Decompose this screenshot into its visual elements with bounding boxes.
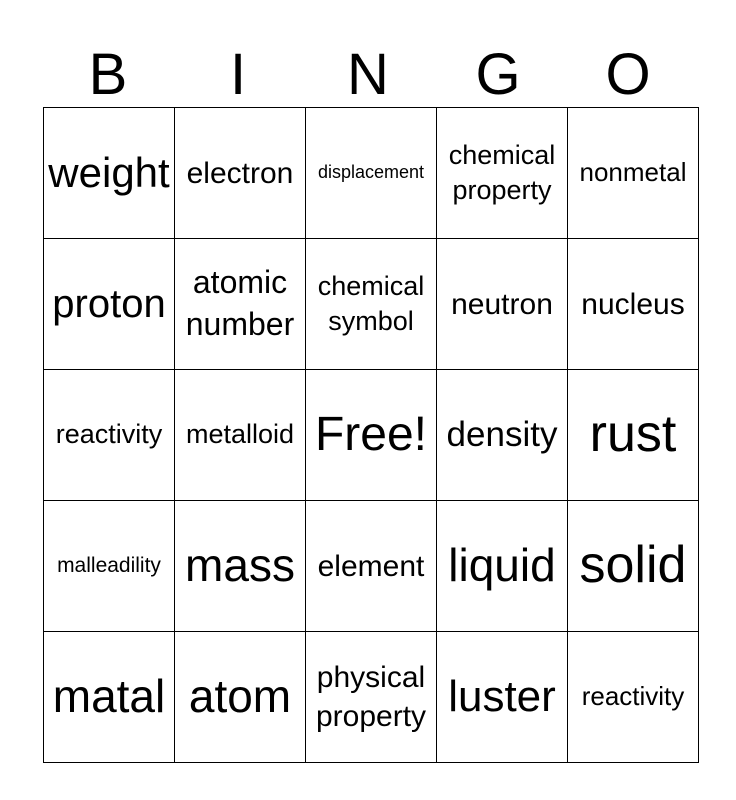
header-letter-g: G [475, 42, 521, 107]
cell-text: displacement [317, 162, 425, 183]
header-letter-n: N [347, 42, 389, 107]
cell-text: weight [48, 148, 170, 196]
cell-text: physical property [315, 661, 427, 733]
bingo-cell[interactable] [175, 108, 306, 239]
bingo-cell[interactable] [437, 370, 568, 501]
cell-text: luster [448, 672, 556, 722]
bingo-cell[interactable] [175, 239, 306, 370]
cell-text: reactivity [581, 681, 685, 712]
bingo-cell[interactable] [175, 501, 306, 632]
bingo-cell[interactable] [306, 632, 437, 763]
bingo-cell[interactable] [568, 632, 699, 763]
cell-text: element [317, 549, 425, 583]
bingo-cell[interactable] [437, 501, 568, 632]
bingo-cell[interactable] [437, 239, 568, 370]
cell-text: rust [589, 405, 677, 464]
cell-text: chemical property [448, 139, 556, 205]
bingo-row [44, 239, 699, 370]
cell-text: mass [185, 539, 295, 592]
bingo-cell[interactable] [175, 632, 306, 763]
cell-text: atom [188, 670, 292, 723]
cell-text: matal [52, 670, 166, 723]
cell-text: reactivity [55, 419, 163, 450]
cell-text: electron [186, 156, 294, 190]
bingo-cell[interactable] [175, 370, 306, 501]
bingo-cell[interactable] [568, 370, 699, 501]
bingo-cell[interactable] [306, 108, 437, 239]
bingo-card [43, 107, 699, 763]
bingo-cell[interactable] [568, 501, 699, 632]
header-letter-i: I [229, 42, 247, 107]
header-letter-b: B [88, 42, 128, 107]
cell-text: chemical symbol [317, 270, 425, 336]
cell-text: nucleus [581, 287, 685, 321]
bingo-cell[interactable] [568, 239, 699, 370]
bingo-cell[interactable] [306, 370, 437, 501]
cell-text: liquid [448, 539, 556, 592]
cell-text: atomic number [185, 264, 295, 342]
bingo-header [43, 44, 693, 106]
bingo-cell[interactable] [44, 501, 175, 632]
cell-text: malleadility [57, 554, 161, 578]
bingo-cell[interactable] [306, 501, 437, 632]
bingo-cell[interactable] [44, 632, 175, 763]
bingo-cell[interactable] [437, 632, 568, 763]
bingo-row [44, 108, 699, 239]
cell-text: density [446, 415, 558, 455]
cell-text: metalloid [185, 419, 295, 450]
bingo-row [44, 370, 699, 501]
free-space: Free! [314, 407, 428, 461]
bingo-cell[interactable] [437, 108, 568, 239]
cell-text: nonmetal [579, 157, 687, 188]
cell-text: solid [579, 536, 687, 595]
header-letter-o: O [605, 42, 651, 107]
bingo-cell[interactable] [568, 108, 699, 239]
bingo-row [44, 632, 699, 763]
bingo-cell[interactable] [44, 108, 175, 239]
bingo-cell[interactable] [306, 239, 437, 370]
bingo-cell[interactable] [44, 239, 175, 370]
cell-text: neutron [451, 287, 553, 321]
bingo-cell[interactable] [44, 370, 175, 501]
cell-text: proton [52, 282, 166, 326]
bingo-row [44, 501, 699, 632]
